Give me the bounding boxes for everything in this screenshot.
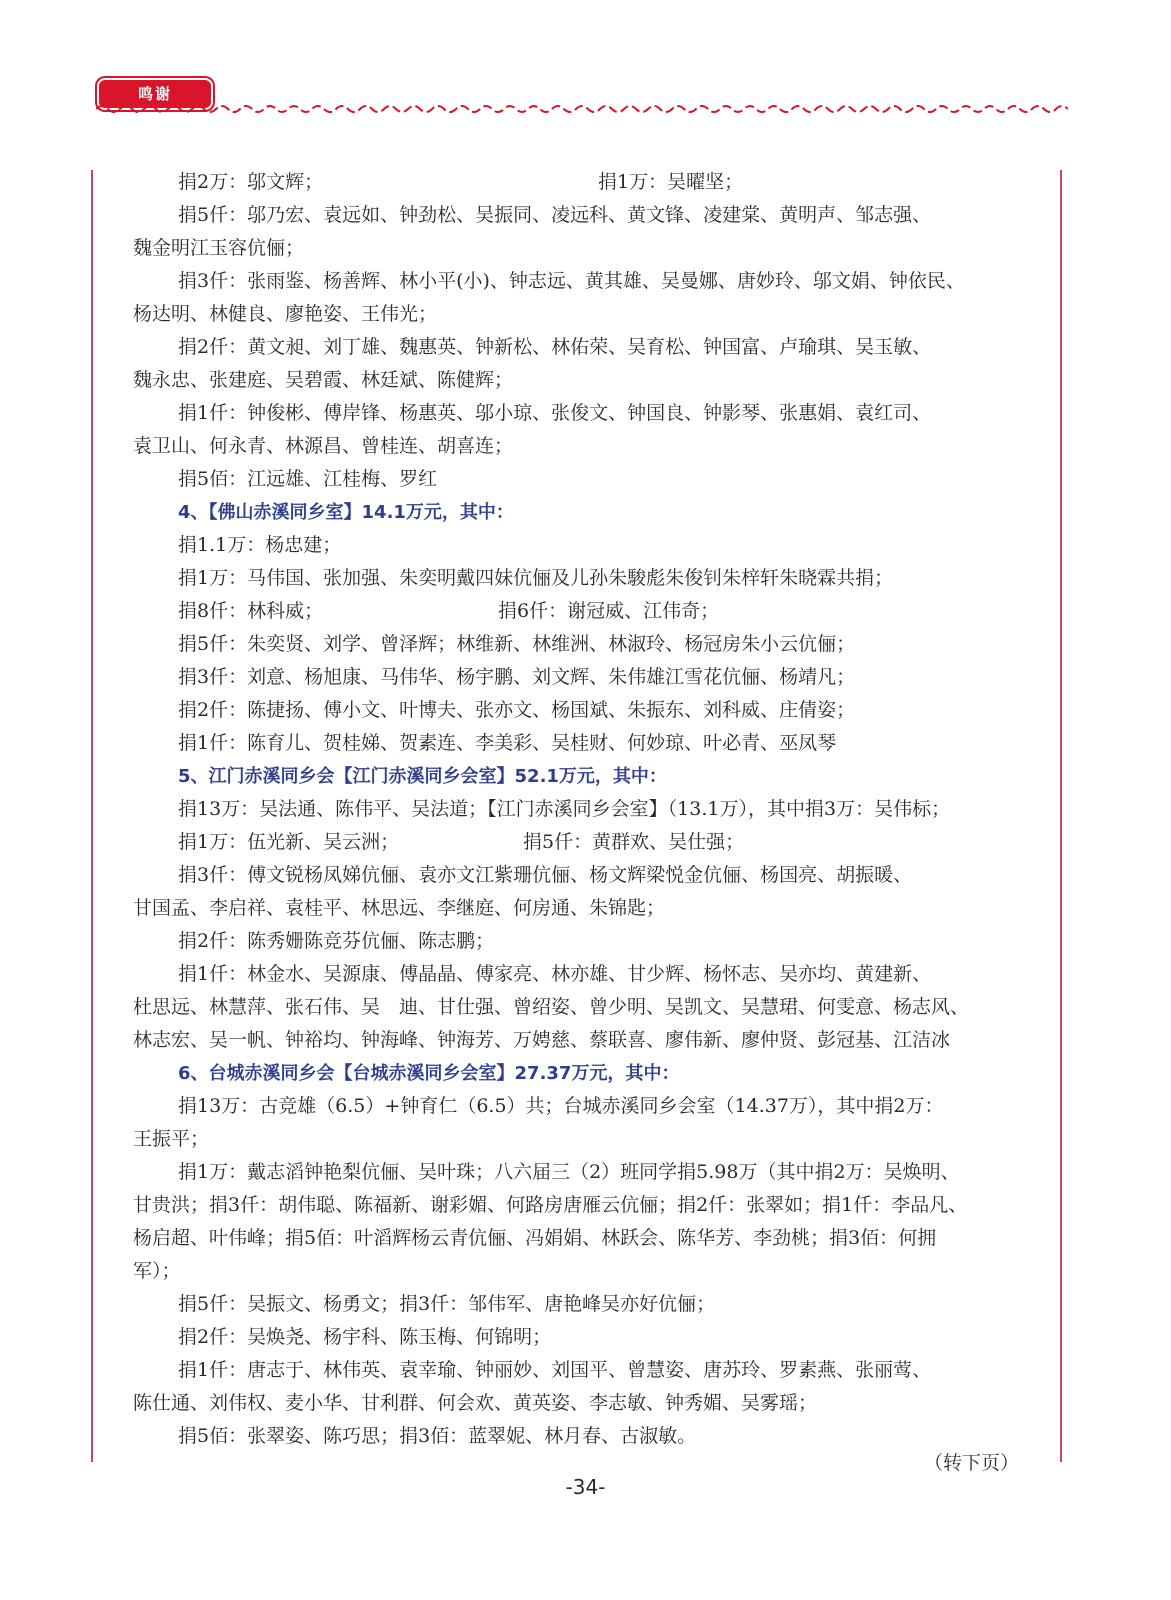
decorative-wave-border <box>96 100 1068 116</box>
donor-line: 捐1万：戴志滔钟艳梨伉俪、吴叶珠；八六届三（2）班同学捐5.98万（其中捐2万：吴焕明、 <box>178 1161 960 1183</box>
donor-line: 甘贵洪；捐3仟：胡伟聪、陈福新、谢彩媚、何路房唐雁云伉俪；捐2仟：张翠如；捐1仟：李品凡、 <box>133 1194 968 1216</box>
donor-line: 捐1仟：唐志于、林伟英、袁幸瑜、钟丽妙、刘国平、曾慧姿、唐苏玲、罗素燕、张丽莺、 <box>178 1359 932 1381</box>
donor-line: 捐5仟：黄群欢、吴仕强； <box>523 831 745 853</box>
continued-note: （转下页） <box>924 1452 1020 1474</box>
donor-line: 杜思远、林慧萍、张石伟、吴 迪、甘仕强、曾绍姿、曾少明、吴凯文、吴慧珺、何雯意、杨志风、 <box>133 996 970 1018</box>
donor-line: 捐8仟：林科威； <box>178 600 324 622</box>
donor-line: 捐2仟：陈捷扬、傅小文、叶博夫、张亦文、杨国斌、朱振东、刘科威、庄倩姿； <box>178 699 856 721</box>
donor-line: 捐1万：伍光新、吴云洲； <box>178 831 400 853</box>
donor-line: 杨启超、叶伟峰；捐5佰：叶滔辉杨云青伉俪、冯娟娟、林跃会、陈华芳、李劲桃；捐3佰：何拥 <box>133 1227 937 1249</box>
donor-line: 捐3仟：刘意、杨旭康、马伟华、杨宇鹏、刘文辉、朱伟雄江雪花伉俪、杨靖凡； <box>178 666 856 688</box>
donor-line: 捐1仟：林金水、吴源康、傅晶晶、傅家亮、林亦雄、甘少辉、杨怀志、吴亦均、黄建新、 <box>178 963 932 985</box>
donor-line: 陈仕通、刘伟权、麦小华、甘利群、何会欢、黄英姿、李志敏、钟秀媚、吴雾瑶； <box>133 1392 818 1414</box>
donor-line: 魏永忠、张建庭、吴碧霞、林廷斌、陈健辉； <box>133 369 514 391</box>
donor-line: 捐13万：吴法通、陈伟平、吴法道；【江门赤溪同乡会室】（13.1万），其中捐3万：吴伟标； <box>178 798 951 820</box>
donor-line: 捐2仟：黄文昶、刘丁雄、魏惠英、钟新松、林佑荣、吴育松、钟国富、卢瑜琪、吴玉敏、 <box>178 336 932 358</box>
page-number: -34- <box>565 1475 606 1499</box>
donor-line: 王振平； <box>133 1128 210 1150</box>
donor-line: 捐2仟：吴焕尧、杨宇科、陈玉梅、何锦明； <box>178 1326 552 1348</box>
donor-line: 军）； <box>133 1260 181 1282</box>
donor-line: 捐2仟：陈秀姗陈竞芬伉俪、陈志鹏； <box>178 930 495 952</box>
page-section-badge: 鸣谢 <box>97 78 213 110</box>
section-heading: 4、【佛山赤溪同乡室】14.1万元，其中： <box>178 502 514 523</box>
section-heading: 6、台城赤溪同乡会【台城赤溪同乡会室】27.37万元，其中： <box>178 1063 680 1084</box>
donor-line: 捐3仟：傅文锐杨凤娣伉俪、袁亦文江紫珊伉俪、杨文辉梁悦金伉俪、杨国亮、胡振暖、 <box>178 864 913 886</box>
donor-line: 捐5佰：江远雄、江桂梅、罗红 <box>178 468 438 490</box>
right-margin-rule <box>1060 170 1062 1462</box>
donor-line: 捐13万：古竞雄（6.5）+钟育仁（6.5）共；台城赤溪同乡会室（14.37万），其中捐2万： <box>178 1095 944 1117</box>
left-margin-rule <box>91 170 93 1462</box>
donor-line: 捐6仟：谢冠威、江伟奇； <box>498 600 720 622</box>
donor-line: 捐5佰：张翠姿、陈巧思；捐3佰：蓝翠妮、林月春、古淑敏。 <box>178 1425 697 1447</box>
donor-line: 杨达明、林健良、廖艳姿、王伟光； <box>133 303 438 325</box>
section-heading: 5、江门赤溪同乡会【江门赤溪同乡会室】52.1万元，其中： <box>178 766 667 787</box>
donor-line: 捐2万：邬文辉； <box>178 171 324 193</box>
donor-line: 袁卫山、何永青、林源昌、曾桂连、胡喜连； <box>133 435 514 457</box>
donor-line: 捐5仟：邬乃宏、袁远如、钟劲松、吴振同、凌远科、黄文锋、凌建棠、黄明声、邹志强、 <box>178 204 932 226</box>
donor-line: 捐5仟：吴振文、杨勇文；捐3仟：邹伟军、唐艳峰吴亦好伉俪； <box>178 1293 716 1315</box>
donor-line: 捐1万：马伟国、张加强、朱奕明戴四妹伉俪及儿孙朱駿彪朱俊钊朱梓轩朱晓霖共捐； <box>178 567 894 589</box>
donor-line: 捐1仟：陈育儿、贺桂娣、贺素连、李美彩、吴桂财、何妙琼、叶必青、巫凤琴 <box>178 732 837 754</box>
donor-line: 捐5仟：朱奕贤、刘学、曾泽辉；林维新、林维洲、林淑玲、杨冠房朱小云伉俪； <box>178 633 856 655</box>
donor-line: 捐1万：吴曜坚； <box>598 171 744 193</box>
donor-line: 甘国孟、李启祥、袁桂平、林思远、李继庭、何房通、朱锦匙； <box>133 897 666 919</box>
donor-line: 捐1仟：钟俊彬、傅岸锋、杨惠英、邬小琼、张俊文、钟国良、钟影琴、张惠娟、袁红司、 <box>178 402 932 424</box>
donor-line: 魏金明江玉容伉俪； <box>133 237 305 259</box>
donor-line: 捐3仟：张雨鉴、杨善辉、林小平(小)、钟志远、黄其雄、吴曼娜、唐妙玲、邬文娟、钟依民、 <box>178 270 965 292</box>
donor-line: 捐1.1万：杨忠建； <box>178 534 342 556</box>
donor-line: 林志宏、吴一帆、钟裕均、钟海峰、钟海芳、万娉慈、蔡联喜、廖伟新、廖仲贤、彭冠基、江洁冰 <box>133 1029 951 1051</box>
